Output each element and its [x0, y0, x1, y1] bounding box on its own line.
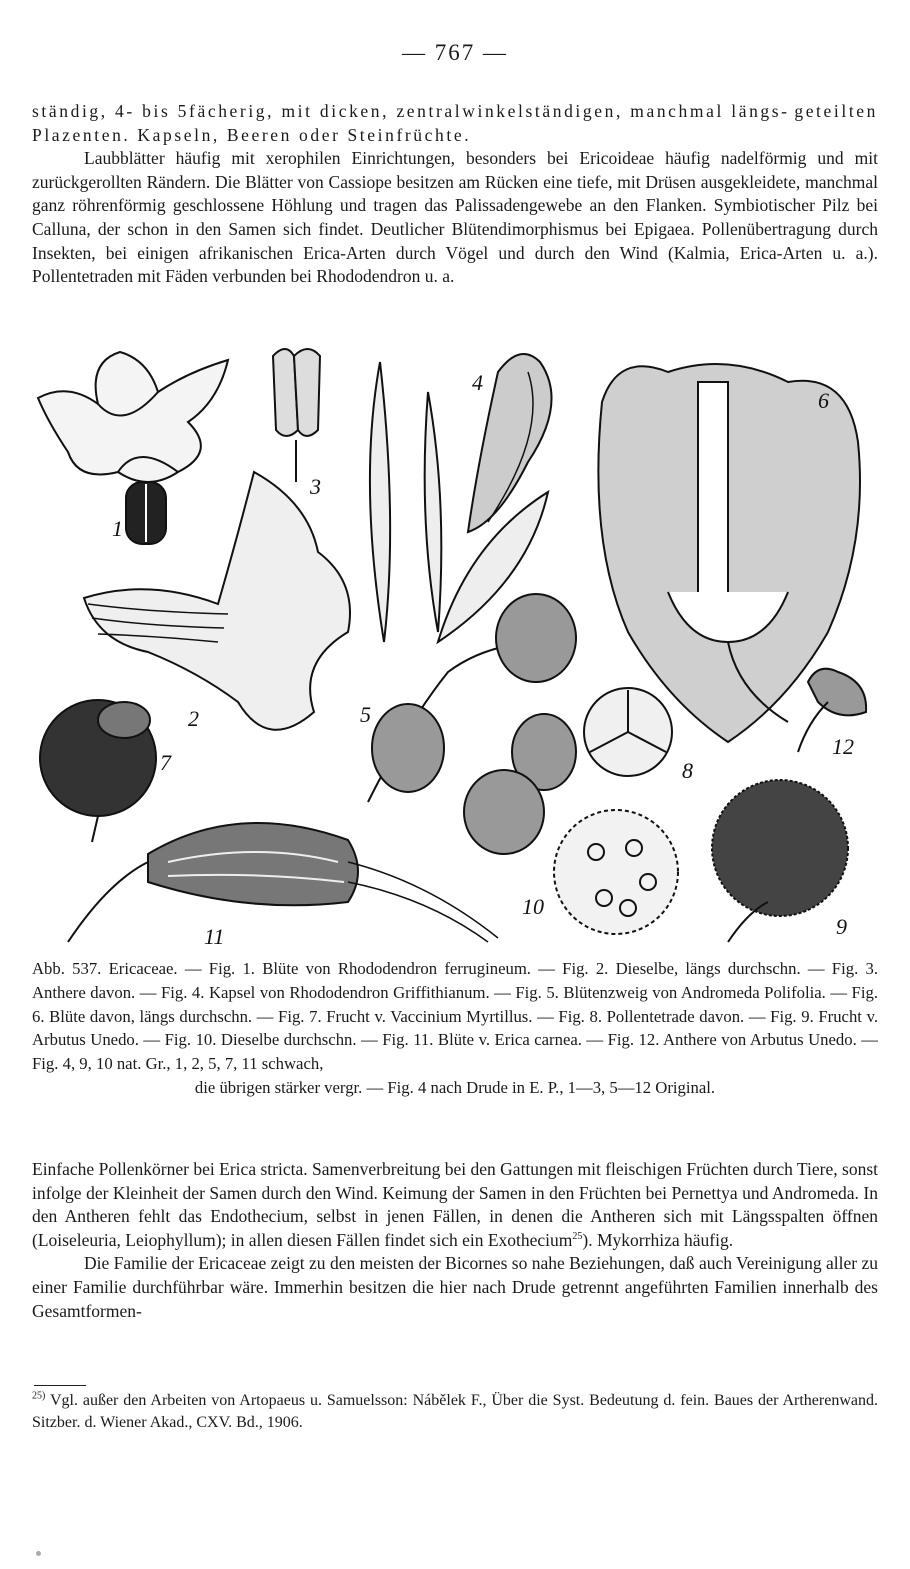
fig-label-9: 9: [836, 914, 847, 939]
top-line-1: ständig, 4- bis 5fächerig, mit dicken, zentralwinkelständigen, manchmal längs-: [32, 101, 790, 121]
page-speck: [36, 1551, 41, 1556]
top-paragraph: [32, 100, 878, 289]
fig-7-berry: [40, 700, 156, 842]
caption-main: Abb. 537. Ericaceae. — Fig. 1. Blüte von Rhododendron ferrugineum. — Fig. 2. Dieselbe, längs durchschn. — Fig. 3. Anthere davon. — Fig. 4. Kapsel von Rhododendron Griffithianum. — Fig. 5. Blütenzweig von Andromeda Polifolia. — Fig. 6. Blüte davon, längs durchschn. — Fig. 7. Frucht v. Vaccinium Myrtillus. — Fig. 8. Pollentetrade davon. — Fig. 9. Frucht v. Arbutus Unedo. — Fig. 10. Dieselbe durchschn. — Fig. 11. Blüte v. Erica carnea. — Fig. 12. Anthere von Arbutus Unedo. — Fig. 4, 9, 10 nat. Gr., 1, 2, 5, 7, 11 schwach,: [32, 959, 878, 1074]
fig-label-1: 1: [112, 516, 123, 541]
footnote: [32, 1390, 878, 1434]
footnote-marker: 25): [32, 1390, 46, 1402]
fig-label-10: 10: [522, 894, 544, 919]
figure-caption: [32, 957, 878, 1100]
fig-1-flower: [38, 352, 228, 544]
top-body: Laubblätter häufig mit xerophilen Einrichtungen, besonders bei Ericoideae häufig nadelförmig und mit zurückgerollten Rändern. Die Blätter von Cassiope besitzen am Rücken eine tiefe, mit Drüsen ausgekleidete, manchmal ganz röhrenförmig geschlossene Höhlung und tragen das Palissadengewebe an den Flanken. Symbiotischer Pilz bei Calluna, der schon in den Samen sich findet. Deutlicher Blütendimorphismus bei Epigaea. Pollenübertragung durch Insekten, bei einigen afrikanischen Erica-Arten durch Vögel und durch den Wind (Kalmia, Erica-Arten u. a.). Pollentetraden mit Fäden verbunden bei Rhododendron u. a.: [32, 148, 878, 287]
fig-label-7: 7: [160, 750, 171, 775]
bottom-paragraph: [32, 1158, 878, 1323]
fig-label-11: 11: [204, 924, 225, 946]
fig-9-fruit: [712, 780, 848, 942]
fig-11-flower: [68, 823, 498, 942]
fig-label-8: 8: [682, 758, 693, 783]
top-line-2: geteilten Plazenten. Kapseln, Beeren oder Steinfrüchte.: [32, 101, 878, 145]
fig-8-tetrad: [584, 688, 672, 776]
fig-label-4: 4: [472, 370, 483, 395]
fig-10-section: [554, 810, 678, 934]
bottom-p2: Die Familie der Ericaceae zeigt zu den meisten der Bicornes so nahe Beziehungen, daß auch Vereinigung aller zu einer Familie durchführbar wäre. Immerhin besitzen die hier nach Drude getrennt angeführten Familien innerhalb des Gesamtformen-: [32, 1253, 878, 1321]
footnote-text: Vgl. außer den Arbeiten von Artopaeus u. Samuelsson: Nábělek F., Über die Syst. Bedeutung d. fein. Baues der Artherenwand. Sitzber. d. Wiener Akad., CXV. Bd., 1906.: [32, 1392, 878, 1431]
footnote-ref: 25: [572, 1230, 583, 1242]
fig-3-anther: [273, 349, 320, 482]
bottom-p1-after: ). Mykorrhiza häufig.: [582, 1229, 734, 1250]
caption-last-line: die übrigen stärker vergr. — Fig. 4 nach Drude in E. P., 1—3, 5—12 Original.: [194, 1077, 716, 1097]
fig-label-3: 3: [310, 474, 321, 499]
page-number: — 767 —: [402, 40, 508, 65]
fig-2-section: [84, 472, 350, 730]
bottom-p1-before: Einfache Pollenkörner bei Erica stricta. Samenverbreitung bei den Gattungen mit fleischigen Früchten durch Tiere, sonst infolge der Kleinheit der Samen durch den Wind. Keimung der Samen in den Früchten bei Pernettya und Andromeda. In den Antheren fehlt das Endothecium, selbst in jenen Fällen, in denen die Antheren sich mit Längsspalten öffnen (Loiseleuria, Leiophyllum); in allen diesen Fällen findet sich ein Exothecium: [32, 1159, 878, 1250]
fig-5-twig: [368, 362, 576, 854]
fig-label-5: 5: [360, 702, 371, 727]
footnote-rule: [34, 1385, 86, 1386]
botanical-illustration: [28, 342, 882, 946]
fig-label-6: 6: [818, 388, 829, 413]
fig-label-2: 2: [188, 706, 199, 731]
fig-label-12: 12: [832, 734, 854, 759]
